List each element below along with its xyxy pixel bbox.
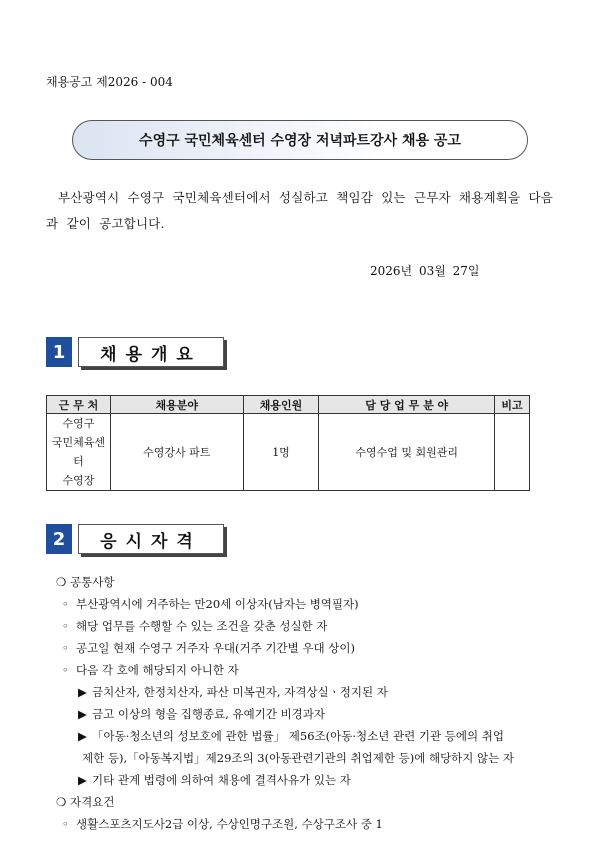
section-2-label: 응시자격 bbox=[78, 524, 224, 554]
triangle-bullet-icon: ▶ bbox=[78, 729, 87, 743]
header-field: 채용분야 bbox=[110, 396, 243, 414]
section-1-label: 채용개요 bbox=[78, 337, 224, 367]
intro-paragraph: 부산광역시 수영구 국민체육센터에서 성실하고 책임감 있는 근무자 채용계획을 다음과 같이 공고합니다. bbox=[46, 190, 554, 231]
section-1-number: 1 bbox=[46, 337, 72, 367]
exclusion-item: ▶ 「아동·청소년의 성보호에 관한 법률」 제56조(아동·청소년 관련 기관 등에의 취업 bbox=[78, 729, 504, 743]
notice-title: 수영구 국민체육센터 수영장 저녁파트강사 채용 공고 bbox=[72, 120, 528, 160]
header-duties: 담 당 업 무 분 야 bbox=[319, 396, 495, 414]
list-item: ◦ 다음 각 호에 해당되지 아니한 자 bbox=[62, 663, 239, 677]
list-item: ◦ 생활스포츠지도사2급 이상, 수상인명구조원, 수상구조사 중 1 bbox=[62, 817, 383, 831]
exclusion-item: ▶ 금치산자, 한정치산자, 파산 미복권자, 자격상실ㆍ정지된 자 bbox=[78, 685, 388, 699]
notice-date: 2026년 03월 27일 bbox=[370, 264, 480, 278]
list-item: ◦ 해당 업무를 수행할 수 있는 조건을 갖춘 성실한 자 bbox=[62, 619, 328, 633]
list-item: ◦ 부산광역시에 거주하는 만20세 이상자(남자는 병역필자) bbox=[62, 597, 359, 611]
circle-bullet-icon: ❍ bbox=[56, 575, 67, 589]
exclusion-item-continuation: 제한 등),「아동복지법」제29조의 3(아동관련기관의 취업제한 등)에 해당하지 않는 자 bbox=[82, 751, 515, 765]
cell-note bbox=[495, 414, 530, 491]
workplace-line: 수영장 bbox=[62, 474, 95, 487]
exclusion-item: ▶ 금고 이상의 형을 집행종료, 유예기간 비경과자 bbox=[78, 707, 326, 721]
exclusion-item: ▶ 기타 관계 법령에 의하여 채용에 결격사유가 있는 자 bbox=[78, 773, 351, 787]
overview-table bbox=[46, 395, 530, 491]
table-row bbox=[47, 414, 530, 491]
triangle-bullet-icon: ▶ bbox=[78, 685, 87, 699]
dot-bullet-icon: ◦ bbox=[62, 641, 69, 655]
header-workplace: 근 무 처 bbox=[47, 396, 111, 414]
cell-workplace bbox=[47, 414, 111, 491]
cert-heading: ❍ 자격요건 bbox=[56, 795, 115, 809]
circle-bullet-icon: ❍ bbox=[56, 795, 67, 809]
header-count: 채용인원 bbox=[243, 396, 319, 414]
general-heading: ❍ 공통사항 bbox=[56, 575, 115, 589]
workplace-line: 수영구 bbox=[62, 417, 95, 430]
dot-bullet-icon: ◦ bbox=[62, 619, 69, 633]
cell-count: 1명 bbox=[243, 414, 319, 491]
notice-number: 채용공고 제2026 - 004 bbox=[46, 75, 173, 89]
cell-duties: 수영수업 및 회원관리 bbox=[319, 414, 495, 491]
section-2-number: 2 bbox=[46, 524, 72, 554]
section-2-heading bbox=[46, 524, 224, 556]
dot-bullet-icon: ◦ bbox=[62, 663, 69, 677]
workplace-line: 국민체육센터 bbox=[51, 436, 105, 468]
dot-bullet-icon: ◦ bbox=[62, 817, 69, 831]
triangle-bullet-icon: ▶ bbox=[78, 773, 87, 787]
header-note: 비고 bbox=[495, 396, 530, 414]
section-1-heading bbox=[46, 337, 224, 369]
triangle-bullet-icon: ▶ bbox=[78, 707, 87, 721]
table-header-row bbox=[47, 396, 530, 414]
list-item: ◦ 공고일 현재 수영구 거주자 우대(거주 기간별 우대 상이) bbox=[62, 641, 355, 655]
cell-field: 수영강사 파트 bbox=[110, 414, 243, 491]
dot-bullet-icon: ◦ bbox=[62, 597, 69, 611]
